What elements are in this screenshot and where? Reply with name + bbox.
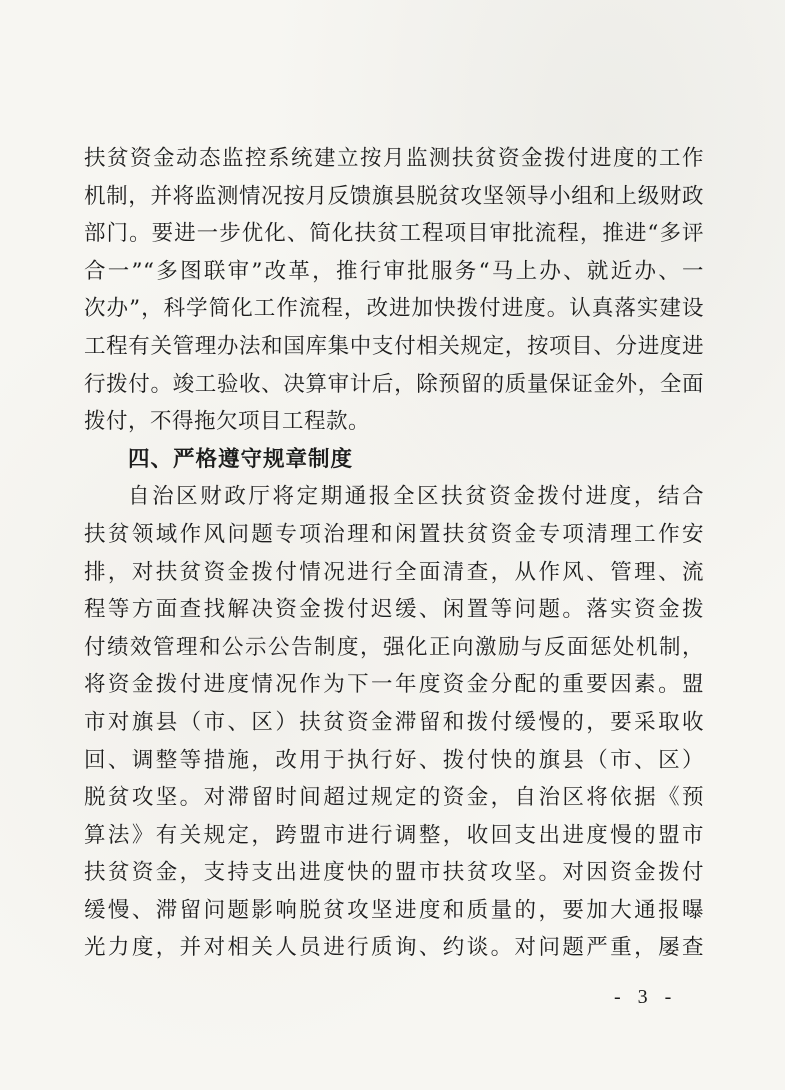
paragraph-1-line-8: 拨付，不得拖欠项目工程款。 xyxy=(84,409,371,435)
section-4-line-4: 程等方面查找解决资金拨付迟缓、闲置等问题。落实资金拨 xyxy=(84,597,704,623)
paragraph-1-line-2: 机制，并将监测情况按月反馈旗县脱贫攻坚领导小组和上级财政 xyxy=(84,183,704,209)
paragraph-1-line-7: 行拨付。竣工验收、决算审计后，除预留的质量保证金外，全面 xyxy=(84,371,704,397)
page-number: - 3 - xyxy=(614,986,678,1008)
section-4-line-9: 脱贫攻坚。对滞留时间超过规定的资金，自治区将依据《预 xyxy=(84,785,704,811)
section-4-line-11: 扶贫资金，支持支出进度快的盟市扶贫攻坚。对因资金拨付 xyxy=(84,860,704,886)
section-4-line-13: 光力度，并对相关人员进行质询、约谈。对问题严重，屡查 xyxy=(84,935,704,961)
section-4-line-2: 扶贫领域作风问题专项治理和闲置扶贫资金专项清理工作安 xyxy=(84,521,704,547)
section-4-line-1: 自治区财政厅将定期通报全区扶贫资金拨付进度，结合 xyxy=(128,484,704,510)
section-4-heading: 四、严格遵守规章制度 xyxy=(128,446,354,472)
paragraph-1-line-1: 扶贫资金动态监控系统建立按月监测扶贫资金拨付进度的工作 xyxy=(84,146,704,171)
section-4-line-5: 付绩效管理和公示公告制度，强化正向激励与反面惩处机制， xyxy=(84,634,704,660)
section-4-line-7: 市对旗县（市、区）扶贫资金滞留和拨付缓慢的，要采取收 xyxy=(84,709,704,735)
section-4-line-12: 缓慢、滞留问题影响脱贫攻坚进度和质量的，要加大通报曝 xyxy=(84,897,704,923)
document-body xyxy=(84,140,704,967)
section-4-line-6: 将资金拨付进度情况作为下一年度资金分配的重要因素。盟 xyxy=(84,672,704,698)
section-4-line-8: 回、调整等措施，改用于执行好、拨付快的旗县（市、区） xyxy=(84,747,704,773)
paragraph-1-line-5: 次办”，科学简化工作流程，改进加快拨付进度。认真落实建设 xyxy=(84,296,704,322)
paragraph-1-line-4: 合一”“多图联审”改革，推行审批服务“马上办、就近办、一 xyxy=(84,258,704,284)
section-4-line-10: 算法》有关规定，跨盟市进行调整，收回支出进度慢的盟市 xyxy=(84,822,704,848)
paragraph-1-line-3: 部门。要进一步优化、简化扶贫工程项目审批流程，推进“多评 xyxy=(84,221,704,247)
section-4-line-3: 排，对扶贫资金拨付情况进行全面清查，从作风、管理、流 xyxy=(84,559,704,585)
paragraph-1-line-6: 工程有关管理办法和国库集中支付相关规定，按项目、分进度进 xyxy=(84,333,704,359)
